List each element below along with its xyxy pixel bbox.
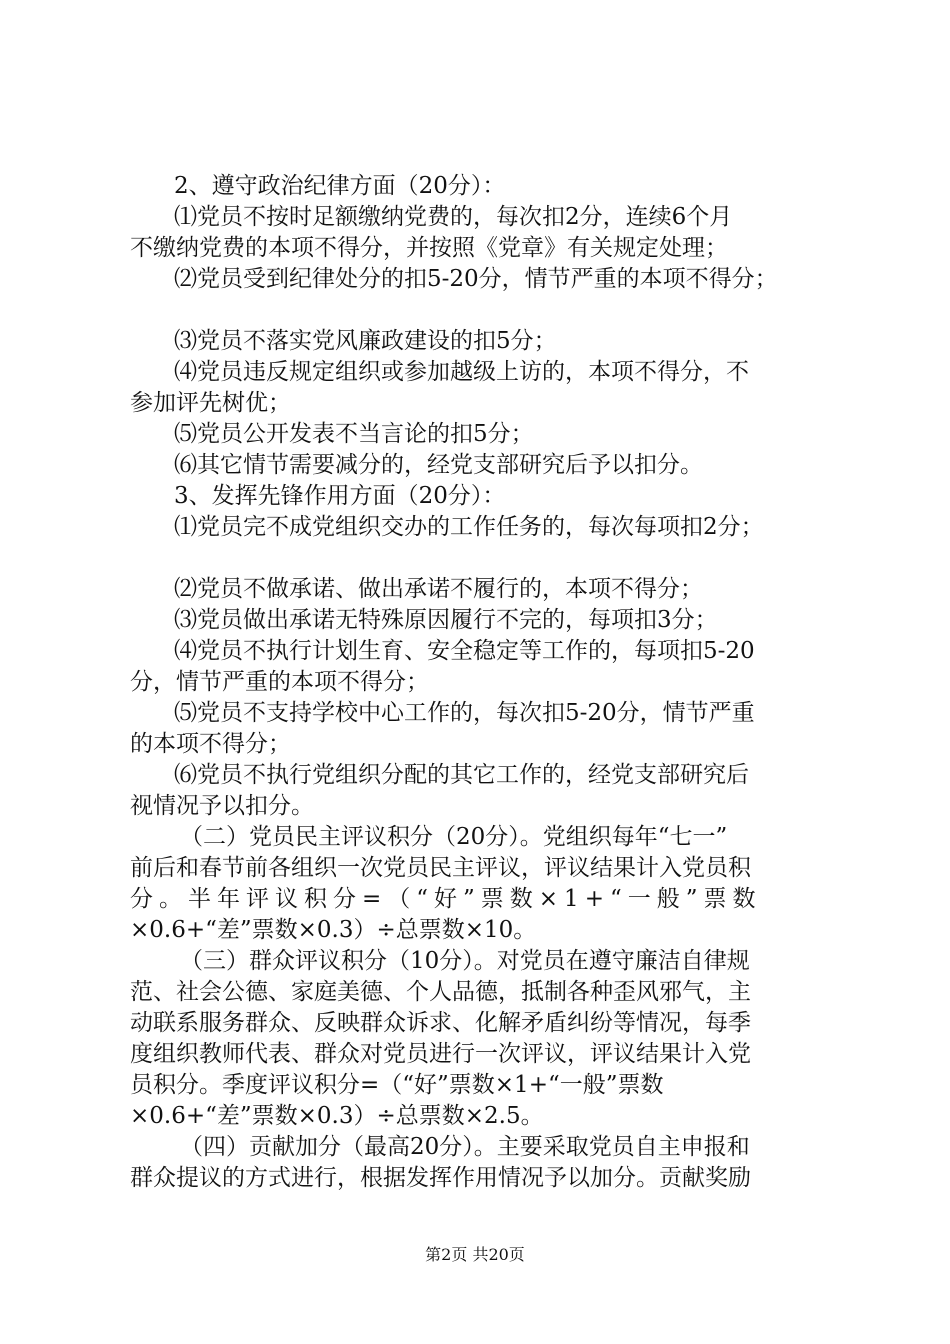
blank-line <box>130 543 842 574</box>
paragraph-line: ⑸党员公开发表不当言论的扣5分； <box>174 421 534 447</box>
section-heading-mass-review: （三）群众评议积分（10分）。对党员在遵守廉洁自律规 <box>180 948 750 974</box>
paragraph-line: 前后和春节前各组织一次党员民主评议，评议结果计入党员积 <box>130 855 751 881</box>
paragraph-line: 群众提议的方式进行，根据发挥作用情况予以加分。贡献奖励 <box>130 1165 751 1191</box>
paragraph-line: 度组织教师代表、群众对党员进行一次评议，评议结果计入党 <box>130 1041 751 1067</box>
paragraph-line: 分，情节严重的本项不得分； <box>130 669 429 695</box>
paragraph-line: ⑴党员不按时足额缴纳党费的，每次扣2分，连续6个月 <box>174 204 733 230</box>
page-number-footer: 第2页 共20页 <box>425 1245 525 1264</box>
section-heading-political-discipline: 2、遵守政治纪律方面（20分）： <box>174 173 506 199</box>
paragraph-line: ⑶党员做出承诺无特殊原因履行不完的，每项扣3分； <box>174 607 718 633</box>
paragraph-line: 的本项不得分； <box>130 731 291 757</box>
paragraph-line: ⑵党员不做承诺、做出承诺不履行的，本项不得分； <box>174 576 703 602</box>
paragraph-line: ×0.6+“差”票数×0.3）÷总票数×2.5。 <box>130 1103 544 1129</box>
paragraph-line: 参加评先树优； <box>130 390 291 416</box>
paragraph-line: ⑷党员违反规定组织或参加越级上访的，本项不得分，不 <box>174 359 749 385</box>
section-heading-democratic-review: （二）党员民主评议积分（20分）。党组织每年“七一” <box>180 824 728 850</box>
paragraph-line: 分。半年评议积分=（“好”票数×1+“一般”票数 <box>130 886 762 912</box>
paragraph-line: ⑴党员完不成党组织交办的工作任务的，每次每项扣2分； <box>174 514 764 540</box>
blank-line <box>130 295 842 326</box>
section-heading-contribution-bonus: （四）贡献加分（最高20分）。主要采取党员自主申报和 <box>180 1134 750 1160</box>
paragraph-line: 动联系服务群众、反映群众诉求、化解矛盾纠纷等情况，每季 <box>130 1010 751 1036</box>
paragraph-line: ⑷党员不执行计划生育、安全稳定等工作的，每项扣5-20 <box>174 638 755 664</box>
paragraph-line: ×0.6+“差”票数×0.3）÷总票数×10。 <box>130 917 537 943</box>
paragraph-line: 视情况予以扣分。 <box>130 793 314 819</box>
paragraph-line: 员积分。季度评议积分=（“好”票数×1+“一般”票数 <box>130 1072 664 1098</box>
paragraph-line: ⑸党员不支持学校中心工作的，每次扣5-20分，情节严重 <box>174 700 755 726</box>
paragraph-line: 不缴纳党费的本项不得分，并按照《党章》有关规定处理； <box>130 235 728 261</box>
paragraph-line: ⑵党员受到纪律处分的扣5-20分，情节严重的本项不得分； <box>174 266 778 292</box>
paragraph-line: 范、社会公德、家庭美德、个人品德，抵制各种歪风邪气，主 <box>130 979 751 1005</box>
paragraph-line: ⑹其它情节需要减分的，经党支部研究后予以扣分。 <box>174 452 703 478</box>
paragraph-line: ⑶党员不落实党风廉政建设的扣5分； <box>174 328 557 354</box>
document-body <box>130 171 842 1194</box>
paragraph-line: ⑹党员不执行党组织分配的其它工作的，经党支部研究后 <box>174 762 749 788</box>
section-heading-vanguard-role: 3、发挥先锋作用方面（20分）： <box>174 483 506 509</box>
